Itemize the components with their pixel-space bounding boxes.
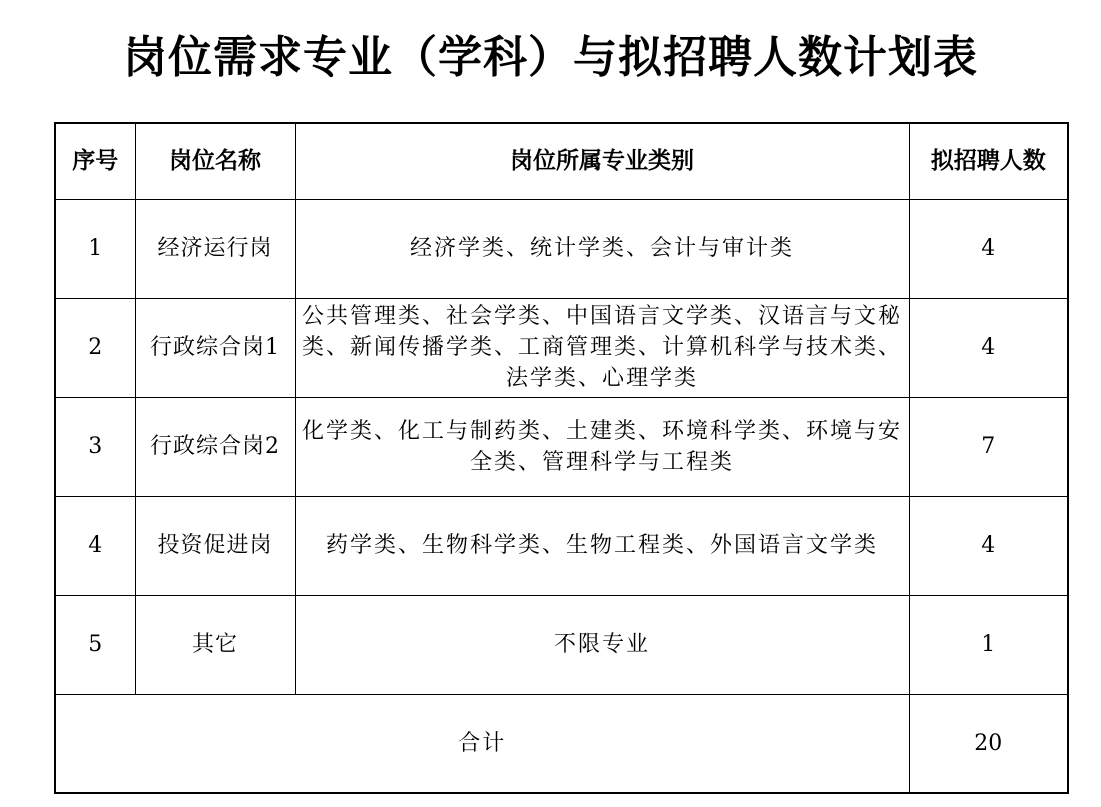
table-row: [55, 496, 1068, 595]
row-majors: 药学类、生物科学类、生物工程类、外国语言文学类: [295, 496, 909, 595]
row-count: 4: [909, 496, 1068, 595]
row-count: 4: [909, 298, 1068, 397]
row-count: 1: [909, 595, 1068, 694]
table-row: [55, 199, 1068, 298]
table-total-row: [55, 694, 1068, 793]
recruitment-plan-table: [54, 122, 1069, 794]
row-index: 3: [55, 397, 135, 496]
row-majors: 经济学类、统计学类、会计与审计类: [295, 199, 909, 298]
total-count: 20: [909, 694, 1068, 793]
row-position: 经济运行岗: [135, 199, 295, 298]
header-index: 序号: [55, 123, 135, 199]
row-count: 7: [909, 397, 1068, 496]
row-position: 行政综合岗1: [135, 298, 295, 397]
header-count: 拟招聘人数: [909, 123, 1068, 199]
page-title: 岗位需求专业（学科）与拟招聘人数计划表: [123, 32, 978, 83]
table-row: [55, 298, 1068, 397]
row-index: 2: [55, 298, 135, 397]
header-position: 岗位名称: [135, 123, 295, 199]
row-index: 1: [55, 199, 135, 298]
row-majors: 化学类、化工与制药类、土建类、环境科学类、环境与安全类、管理科学与工程类: [295, 397, 909, 496]
row-count: 4: [909, 199, 1068, 298]
table-row: [55, 595, 1068, 694]
row-index: 4: [55, 496, 135, 595]
total-label: 合计: [55, 694, 909, 793]
row-position: 其它: [135, 595, 295, 694]
row-position: 行政综合岗2: [135, 397, 295, 496]
table-header-row: [55, 123, 1068, 199]
header-majors: 岗位所属专业类别: [295, 123, 909, 199]
row-majors: 不限专业: [295, 595, 909, 694]
table-row: [55, 397, 1068, 496]
row-position: 投资促进岗: [135, 496, 295, 595]
row-index: 5: [55, 595, 135, 694]
row-majors: 公共管理类、社会学类、中国语言文学类、汉语言与文秘类、新闻传播学类、工商管理类、计算机科学与技术类、法学类、心理学类: [295, 298, 909, 397]
